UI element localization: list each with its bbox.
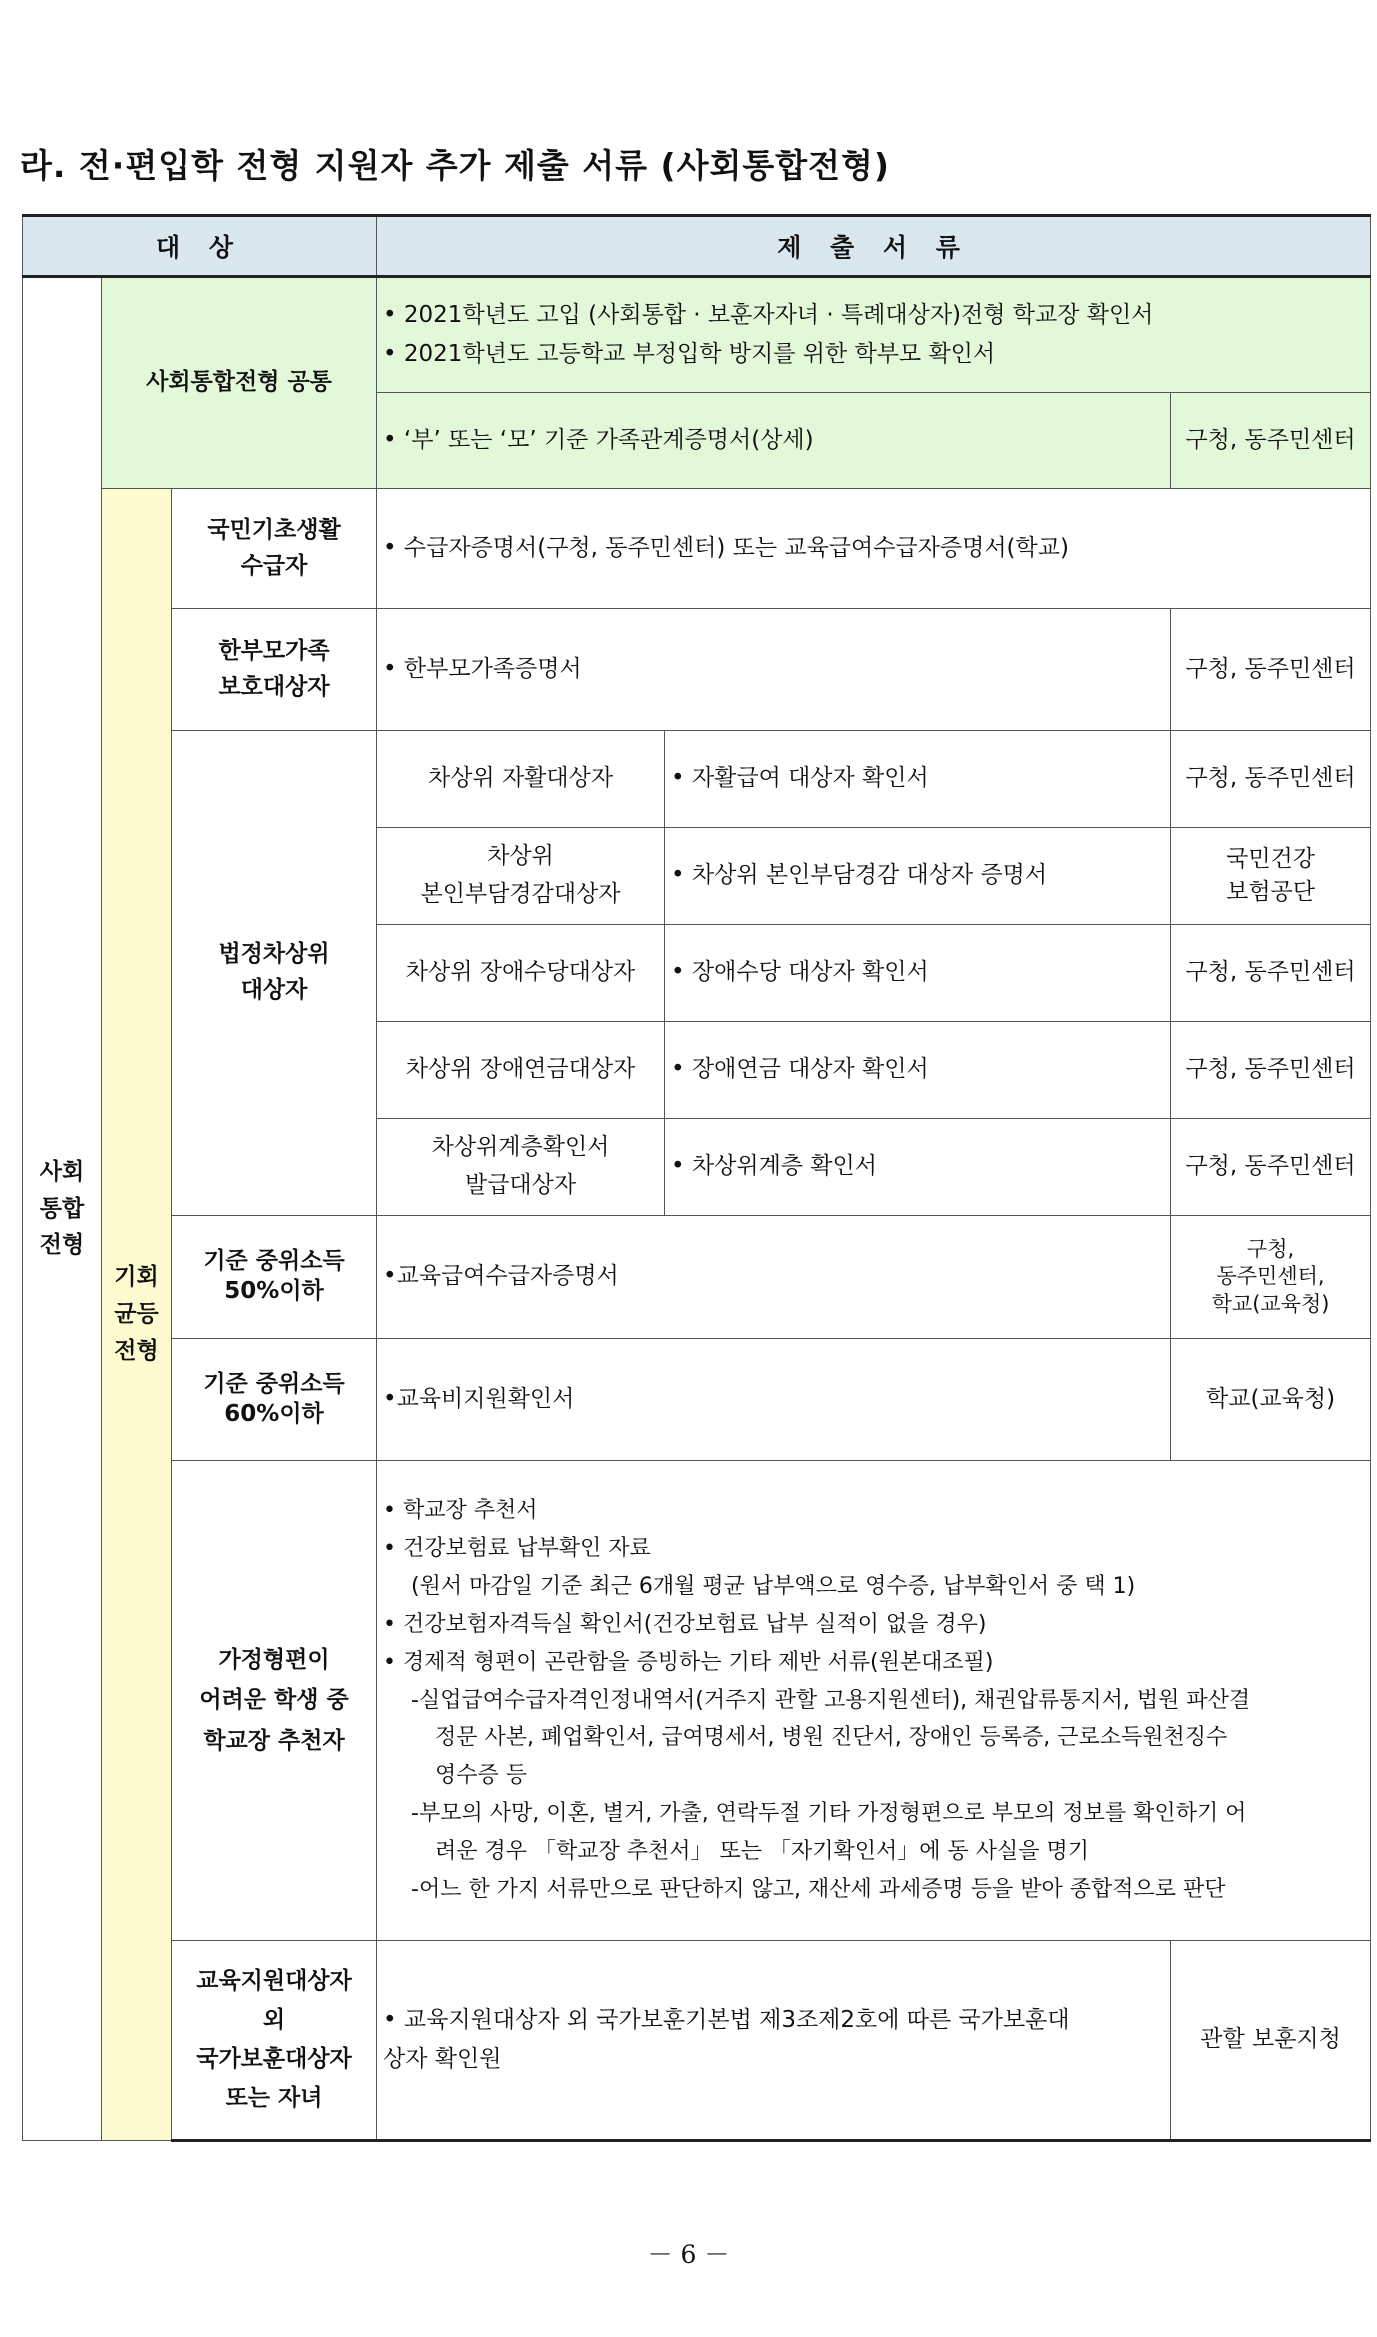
median50-org: 구청, 동주민센터, 학교(교육청)	[1171, 1216, 1371, 1339]
hardship-line: 정문 사본, 폐업확인서, 급여명세서, 병원 진단서, 장애인 등록증, 근로소득원천징수	[435, 1725, 1228, 1751]
median60-row	[23, 1339, 1371, 1461]
single-parent-org: 구청, 동주민센터	[1171, 609, 1371, 731]
near-poor-sub: 차상위 본인부담경감대상자	[377, 828, 665, 925]
inner-category-label: 기회 균등 전형	[102, 489, 172, 2141]
hardship-line: • 건강보험자격득실 확인서(건강보험료 납부 실적이 없을 경우)	[383, 1611, 987, 1637]
table-header-row	[23, 216, 1371, 277]
near-poor-doc: • 자활급여 대상자 확인서	[665, 731, 1171, 828]
median50-label: 기준 중위소득 50%이하	[172, 1216, 377, 1339]
header-target: 대 상	[23, 216, 377, 277]
hardship-line: • 학교장 추천서	[383, 1498, 538, 1524]
basic-label: 국민기초생활 수급자	[172, 489, 377, 609]
median50-doc: •교육급여수급자증명서	[377, 1216, 1171, 1339]
veteran-org: 관할 보훈지청	[1171, 1941, 1371, 2141]
common-org-3: 구청, 동주민센터	[1171, 393, 1371, 489]
single-parent-doc: • 한부모가족증명서	[377, 609, 1171, 731]
near-poor-sub: 차상위 장애수당대상자	[377, 925, 665, 1022]
median60-doc: •교육비지원확인서	[377, 1339, 1171, 1461]
hardship-docs	[377, 1461, 1371, 1941]
hardship-row	[23, 1461, 1371, 1941]
outer-category-label: 사회 통합 전형	[23, 277, 102, 2141]
near-poor-org: 구청, 동주민센터	[1171, 1022, 1371, 1119]
hardship-line: • 경제적 형편이 곤란함을 증빙하는 기타 제반 서류(원본대조필)	[383, 1649, 994, 1675]
basic-doc: • 수급자증명서(구청, 동주민센터) 또는 교육급여수급자증명서(학교)	[377, 489, 1371, 609]
near-poor-sub: 차상위 장애연금대상자	[377, 1022, 665, 1119]
common-doc-1: • 2021학년도 고입 (사회통합 · 보훈자자녀 · 특례대상자)전형 학교장 확인서	[383, 301, 1154, 328]
single-parent-row	[23, 609, 1371, 731]
near-poor-doc: • 차상위 본인부담경감 대상자 증명서	[665, 828, 1171, 925]
near-poor-row	[23, 731, 1371, 828]
near-poor-doc: • 장애연금 대상자 확인서	[665, 1022, 1171, 1119]
single-parent-label: 한부모가족 보호대상자	[172, 609, 377, 731]
hardship-line: -실업급여수급자격인정내역서(거주지 관할 고용지원센터), 채권압류통지서, 법원 파산결	[411, 1687, 1251, 1713]
common-doc-3: • ‘부’ 또는 ‘모’ 기준 가족관계증명서(상세)	[377, 393, 1171, 489]
hardship-line: -어느 한 가지 서류만으로 판단하지 않고, 재산세 과세증명 등을 받아 종합적으로 판단	[411, 1876, 1226, 1902]
near-poor-org: 구청, 동주민센터	[1171, 925, 1371, 1022]
basic-row	[23, 489, 1371, 609]
common-row-1	[23, 277, 1371, 393]
hardship-line: -부모의 사망, 이혼, 별거, 가출, 연락두절 기타 가정형편으로 부모의 정보를 확인하기 어	[411, 1801, 1247, 1827]
near-poor-org: 구청, 동주민센터	[1171, 1119, 1371, 1216]
hardship-line: 려운 경우 「학교장 추천서」 또는 「자기확인서」에 동 사실을 명기	[435, 1838, 1090, 1864]
page-number: － 6 －	[647, 2240, 730, 2269]
median60-label: 기준 중위소득 60%이하	[172, 1339, 377, 1461]
page-title: 라. 전·편입학 전형 지원자 추가 제출 서류 (사회통합전형)	[20, 146, 890, 185]
near-poor-sub: 차상위계층확인서 발급대상자	[377, 1119, 665, 1216]
near-poor-org: 국민건강 보험공단	[1171, 828, 1371, 925]
veteran-row	[23, 1941, 1371, 2141]
hardship-line: (원서 마감일 기준 최근 6개월 평균 납부액으로 영수증, 납부확인서 중 택 1)	[411, 1574, 1136, 1600]
header-documents: 제 출 서 류	[377, 216, 1371, 277]
common-doc-2: • 2021학년도 고등학교 부정입학 방지를 위한 학부모 확인서	[383, 341, 996, 367]
common-docs	[377, 277, 1371, 393]
near-poor-label: 법정차상위 대상자	[172, 731, 377, 1216]
hardship-label: 가정형편이 어려운 학생 중 학교장 추천자	[172, 1461, 377, 1941]
hardship-line: • 건강보험료 납부확인 자료	[383, 1536, 651, 1562]
veteran-label: 교육지원대상자 외 국가보훈대상자 또는 자녀	[172, 1941, 377, 2141]
hardship-line: 영수증 등	[435, 1763, 528, 1789]
near-poor-org: 구청, 동주민센터	[1171, 731, 1371, 828]
near-poor-doc: • 차상위계층 확인서	[665, 1119, 1171, 1216]
median60-org: 학교(교육청)	[1171, 1339, 1371, 1461]
near-poor-sub: 차상위 자활대상자	[377, 731, 665, 828]
median50-row	[23, 1216, 1371, 1339]
near-poor-doc: • 장애수당 대상자 확인서	[665, 925, 1171, 1022]
veteran-doc: • 교육지원대상자 외 국가보훈기본법 제3조제2호에 따른 국가보훈대 상자 확인원	[377, 1941, 1171, 2141]
common-label: 사회통합전형 공통	[102, 277, 377, 489]
documents-table	[22, 214, 1371, 2142]
